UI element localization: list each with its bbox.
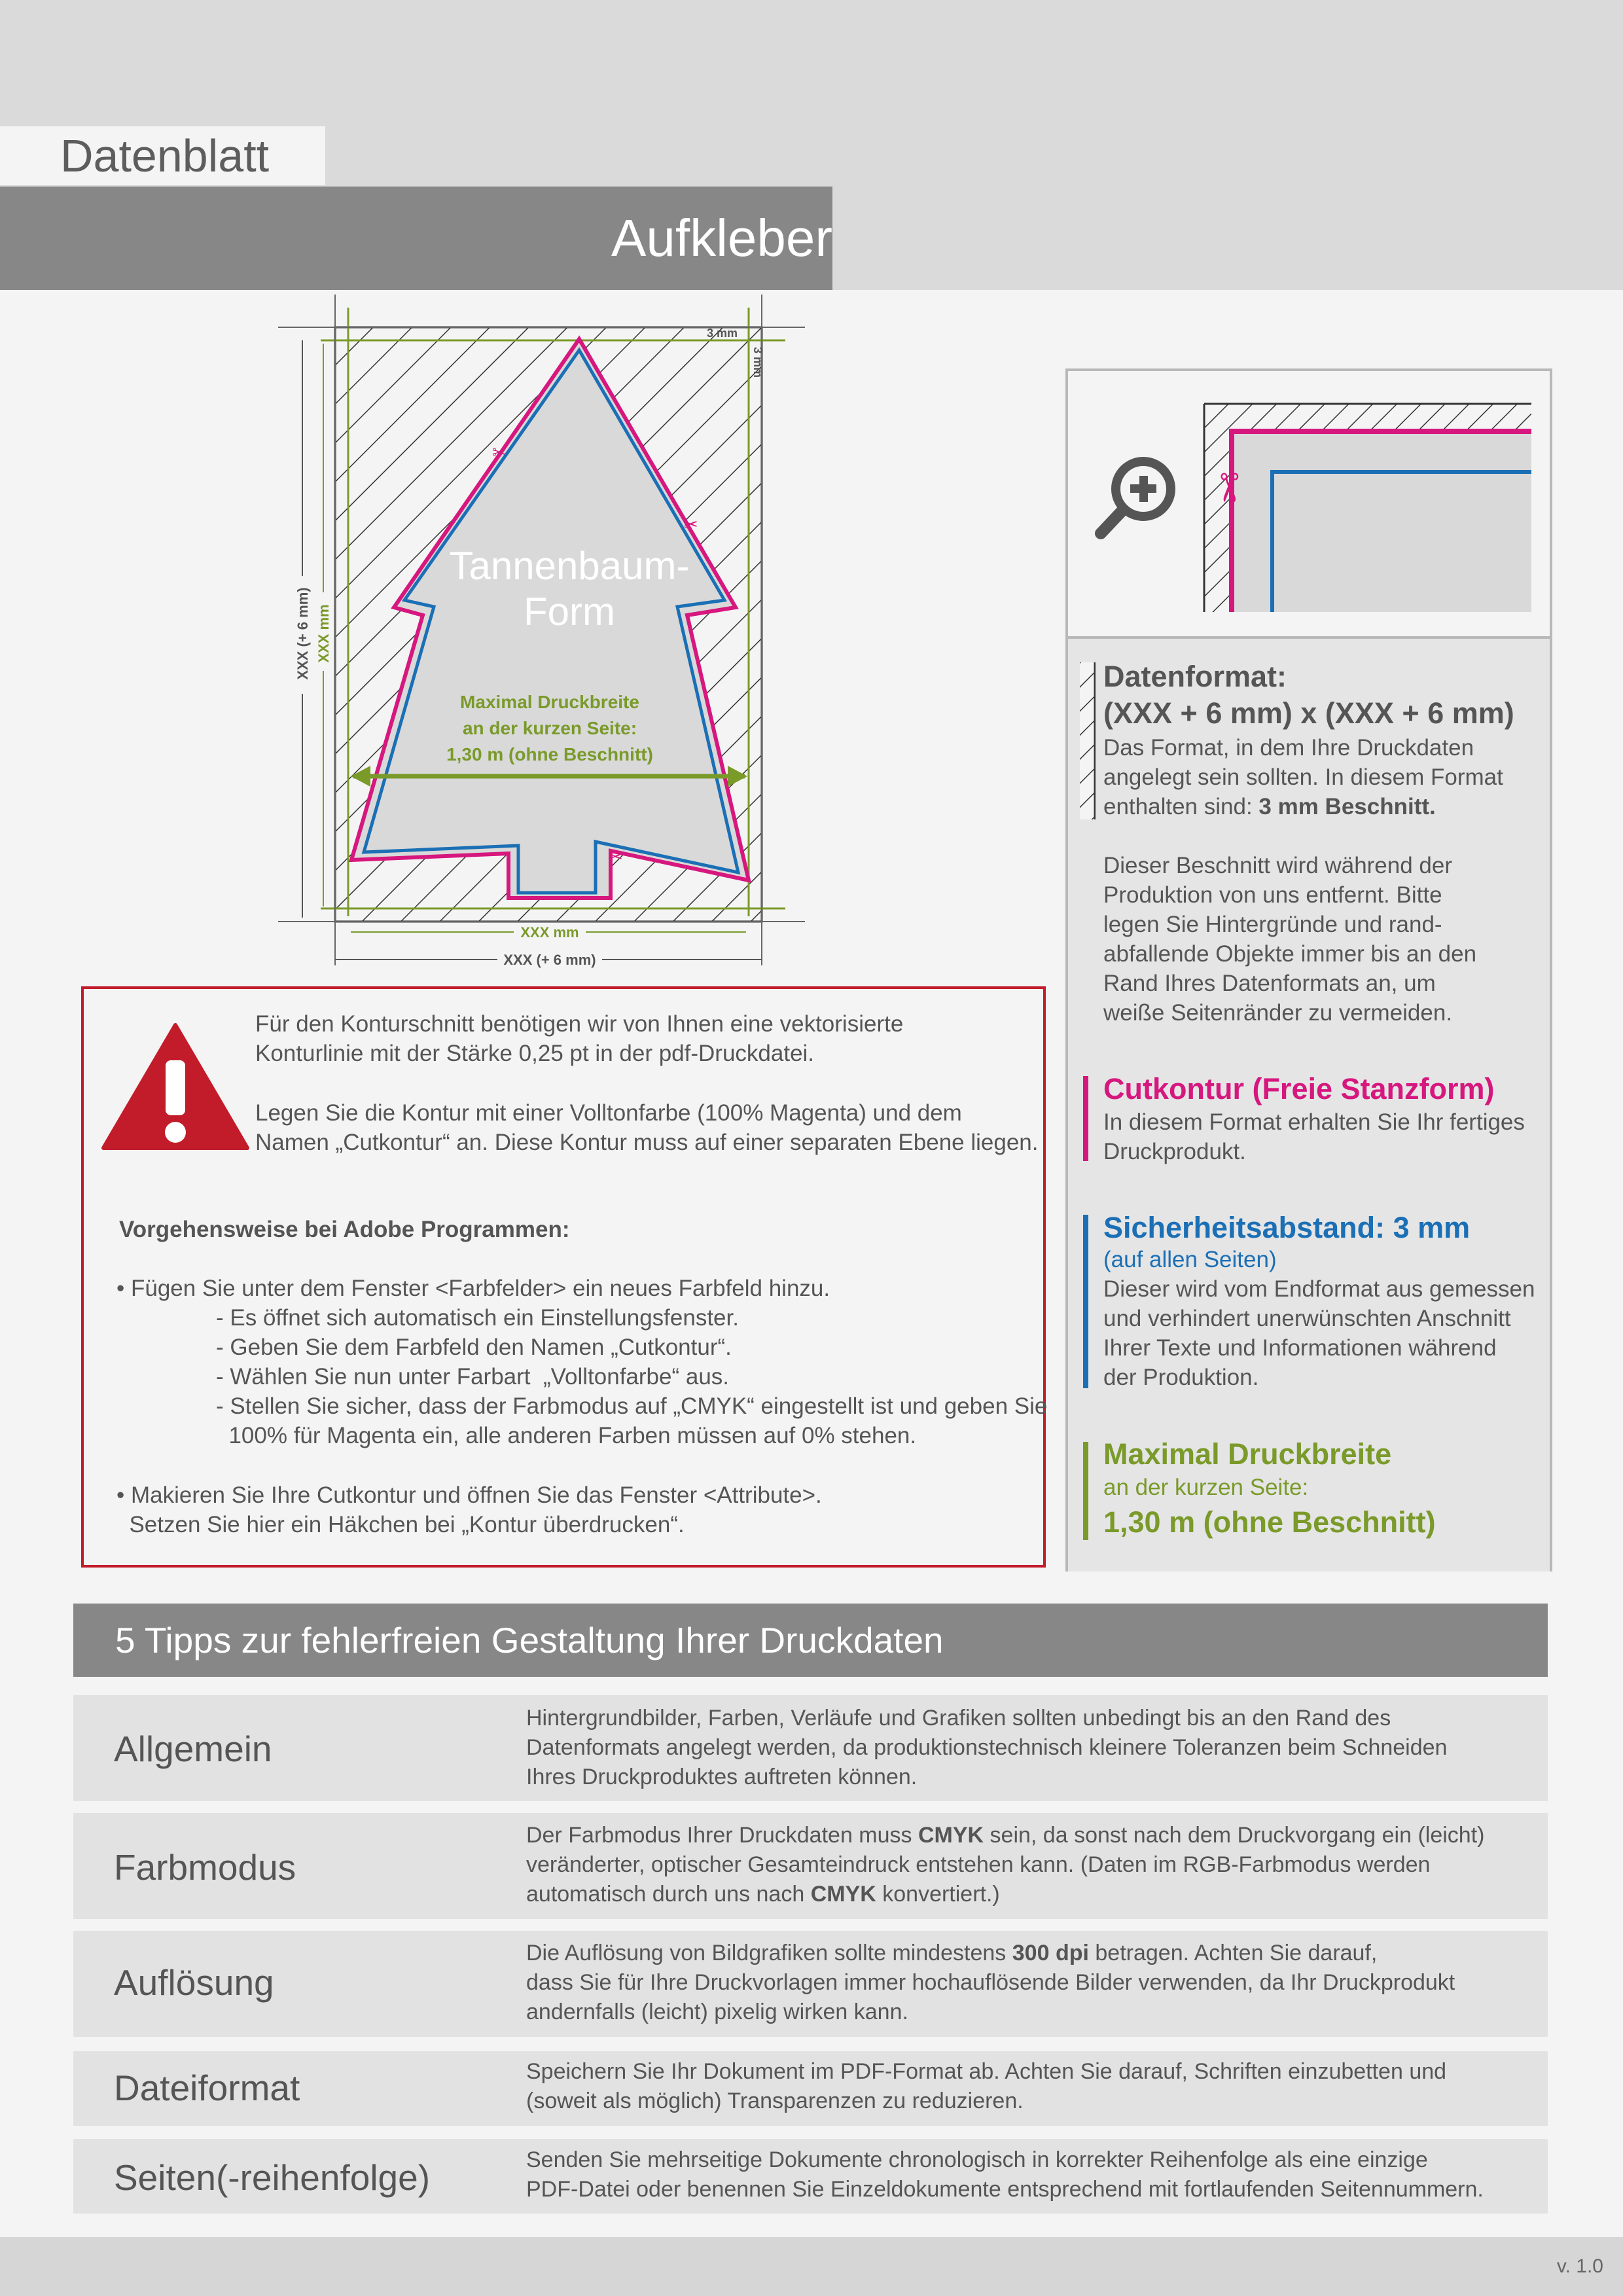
print-width-title: Maximal Druckbreite — [1103, 1437, 1392, 1471]
tip-label: Farbmodus — [114, 1847, 296, 1888]
format-title: Datenformat: — [1103, 660, 1287, 693]
warning-icon — [101, 1022, 250, 1152]
step-1: • Fügen Sie unter dem Fenster <Farbfelder> ein neues Farbfeld hinzu. — [116, 1276, 830, 1301]
print-width-label-2: an der kurzen Seite: — [462, 718, 637, 738]
tip-text: Die Auflösung von Bildgrafiken sollte mindestens 300 dpi betragen. Achten Sie darauf, dass Sie für Ihre Druckvorlagen immer hochauflösende Bilder verwenden, da Ihr Druckprodukt andernfalls (leicht) pixelig wirken kann. — [526, 1941, 1455, 2024]
step-1-substeps: - Es öffnet sich automatisch ein Einstellungsfenster. - Geben Sie dem Farbfeld den Namen „Cutkontur“. - Wählen Sie nun unter Farbart „Volltonfarbe“ aus. - Stellen Sie sicher, dass der Farbmodus auf „CMYK“ eingestellt ist und geben Sie 100% für Magenta ein, alle anderen Farben müssen auf 0% stehen. — [216, 1305, 1048, 1448]
format-value: (XXX + 6 mm) x (XXX + 6 mm) — [1103, 696, 1514, 730]
warning-text-1: Für den Konturschnitt benötigen wir von Ihnen eine vektorisierte Konturlinie mit der Stärke 0,25 pt in der pdf-Druckdatei. — [255, 1011, 904, 1066]
cut-text: In diesem Format erhalten Sie Ihr fertiges Druckprodukt. — [1103, 1109, 1525, 1164]
tip-label: Auflösung — [114, 1962, 274, 2003]
version-label: v. 1.0 — [1556, 2255, 1603, 2277]
tip-label: Allgemein — [114, 1729, 272, 1769]
svg-text:✂: ✂ — [684, 514, 698, 534]
print-width-subtitle: an der kurzen Seite: — [1103, 1475, 1309, 1500]
format-text-2: Dieser Beschnitt wird während der Produktion von uns entfernt. Bitte legen Sie Hintergründe und rand- abfallende Objekte immer bis an den Rand Ihres Datenformats an, um weiße Seitenränder zu vermeiden. — [1103, 853, 1477, 1026]
dim-3mm-top: 3 mm — [707, 327, 738, 340]
dim-3mm-right: 3 mm — [751, 347, 764, 378]
cut-title: Cutkontur (Freie Stanzform) — [1103, 1072, 1495, 1105]
dim-height-inner: XXX mm — [315, 604, 332, 663]
svg-text:✂: ✂ — [609, 847, 623, 867]
safety-subtitle: (auf allen Seiten) — [1103, 1247, 1277, 1272]
svg-text:✂: ✂ — [492, 442, 507, 462]
print-width-marker — [1083, 1442, 1088, 1540]
tips-title: 5 Tipps zur fehlerfreien Gestaltung Ihrer Druckdaten — [115, 1620, 944, 1660]
tip-text: Speichern Sie Ihr Dokument im PDF-Format ab. Achten Sie darauf, Schriften einzubetten und (soweit als möglich) Transparenzen zu reduzieren. — [526, 2059, 1447, 2113]
scissors-icon: ✂ — [1207, 471, 1251, 505]
tip-text: Senden Sie mehrseitige Dokumente chronologisch in korrekter Reihenfolge als eine einzige PDF-Datei oder benennen Sie Einzeldokumente entsprechend mit fortlaufenden Seitennummern. — [526, 2147, 1484, 2202]
print-width-value: 1,30 m (ohne Beschnitt) — [1103, 1505, 1436, 1539]
dim-height-outer: XXX (+ 6 mm) — [294, 587, 311, 680]
header-label: Datenblatt — [60, 130, 270, 181]
cut-marker — [1083, 1076, 1088, 1161]
bleed-marker — [1080, 662, 1096, 819]
tip-text: Der Farbmodus Ihrer Druckdaten muss CMYK sein, da sonst nach dem Druckvorgang ein (leicht) veränderter, optischer Gesamteindruck entstehen kann. (Daten im RGB-Farbmodus werden automatisch durch uns nach CMYK konvertiert.) — [526, 1823, 1485, 1907]
warning-text-2: Legen Sie die Kontur mit einer Volltonfarbe (100% Magenta) und dem Namen „Cutkontur“ an. Diese Kontur muss auf einer separaten Ebene liegen. — [255, 1100, 1039, 1155]
safety-marker — [1083, 1215, 1088, 1388]
zoom-detail — [1068, 371, 1550, 636]
safety-text: Dieser wird vom Endformat aus gemessen und verhindert unerwünschten Anschnitt Ihrer Texte und Informationen während der Produktion. — [1103, 1276, 1535, 1390]
tip-text: Hintergrundbilder, Farben, Verläufe und Grafiken sollten unbedingt bis an den Rand des Datenformats angelegt werden, da produktionstechnisch kleinere Toleranzen beim Schneiden Ihres Druckproduktes auftreten können. — [526, 1706, 1448, 1789]
step-2: • Makieren Sie Ihre Cutkontur und öffnen Sie das Fenster <Attribute>. Setzen Sie hier ein Häkchen bei „Kontur überdrucken“. — [116, 1482, 822, 1537]
page-title: Aufkleber — [611, 209, 832, 267]
print-width-label-3: 1,30 m (ohne Beschnitt) — [446, 744, 653, 764]
print-width-label-1: Maximal Druckbreite — [460, 692, 639, 712]
dim-width-inner: XXX mm — [520, 924, 579, 941]
dim-width-outer: XXX (+ 6 mm) — [503, 952, 596, 968]
tip-label: Seiten(-reihenfolge) — [114, 2157, 431, 2198]
safety-title: Sicherheitsabstand: 3 mm — [1103, 1211, 1471, 1244]
footer-bar — [0, 2237, 1623, 2296]
tip-label: Dateiformat — [114, 2068, 300, 2108]
steps-title: Vorgehensweise bei Adobe Programmen: — [119, 1217, 570, 1242]
shape-label-2: Form — [524, 590, 615, 634]
format-text: Das Format, in dem Ihre Druckdaten angelegt sein sollten. In diesem Format enthalten sind: 3 mm Beschnitt. — [1103, 735, 1503, 819]
shape-label-1: Tannenbaum- — [449, 544, 690, 588]
